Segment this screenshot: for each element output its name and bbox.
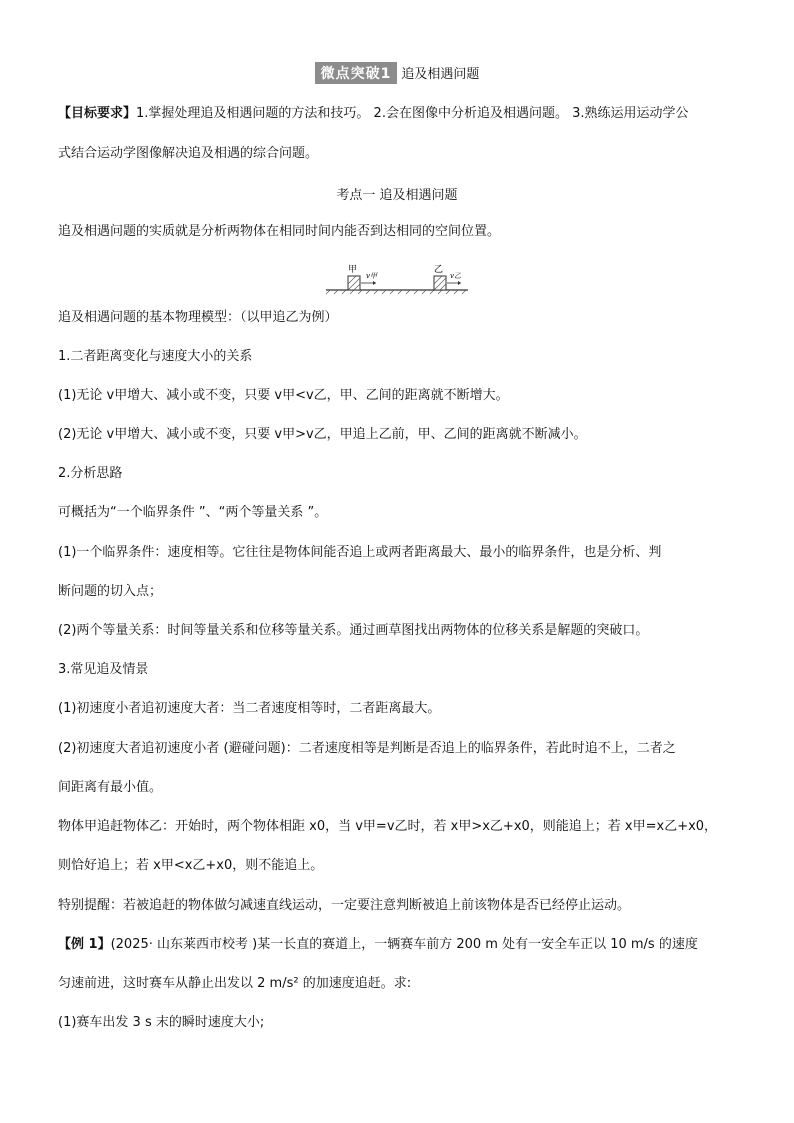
goal-line-1 [58,105,689,123]
s3-p2a: (2)初速度大者追初速度小者 (避碰问题)：二者速度相等是判断是否追上的临界条件，若此时追不上，二者之 [58,741,676,756]
chase-diagram [326,256,476,296]
velocity-a-label: v甲 [366,272,377,280]
s3-p3b: 则恰好追上；若 x甲<x乙+x0，则不能追上。 [58,858,324,873]
example-question-1: (1)赛车出发 3 s 末的瞬时速度大小; [58,1015,265,1030]
s3-p2b: 间距离有最小值。 [58,780,163,795]
s3-p1: (1)初速度小者追初速度大者：当二者速度相等时，二者距离最大。 [58,701,441,716]
example-label: 【例 1】 [58,937,111,952]
special-tip: 特别提醒：若被追赶的物体做匀减速直线运动，一定要注意判断被追上前该物体是否已经停止运动。 [58,898,631,913]
s3-p3a: 物体甲追赶物体乙：开始时，两个物体相距 x0，当 v甲=v乙时，若 x甲>x乙+x0，则能追上；若 x甲=x乙+x0， [58,819,718,834]
example-line-2: 匀速前进，这时赛车从静止出发以 2 m/s² 的加速度追赶。求: [58,976,412,991]
label-b: 乙 [434,265,444,275]
s3-title: 3.常见追及情景 [58,662,149,677]
example-line-1 [58,936,698,954]
s2-summary: 可概括为“一个临界条件 ”、“两个等量关系 ”。 [58,505,328,520]
s2-p2: (2)两个等量关系：时间等量关系和位移等量关系。通过画草图找出两物体的位移关系是解题的突破口。 [58,623,649,638]
s2-p1b: 断问题的切入点； [58,584,163,599]
s1-p1: (1)无论 v甲增大、减小或不变，只要 v甲<v乙，甲、乙间的距离就不断增大。 [58,388,509,403]
label-a: 甲 [348,265,358,275]
section-title: 考点一 追及相遇问题 [336,188,458,203]
page-title: 追及相遇问题 [401,67,480,82]
s1-p2: (2)无论 v甲增大、减小或不变，只要 v甲>v乙，甲追上乙前，甲、乙间的距离就不断减小。 [58,427,587,442]
model-title: 追及相遇问题的基本物理模型：（以甲追乙为例） [58,310,338,325]
goal-text-1: 1.掌握处理追及相遇问题的方法和技巧。 2.会在图像中分析追及相遇问题。 3.熟练运用运动学公 [136,106,689,121]
goal-label: 【目标要求】 [58,106,137,121]
s2-title: 2.分析思路 [58,466,123,481]
s2-p1a: (1)一个临界条件：速度相等。它往往是物体间能否追上或两者距离最大、最小的临界条件，也是分析、判 [58,545,662,560]
page-header [0,62,794,84]
velocity-b-label: v乙 [450,272,461,280]
s1-title: 1.二者距离变化与速度大小的关系 [58,349,253,364]
goal-line-2: 式结合运动学图像解决追及相遇的综合问题。 [58,146,319,161]
intro-paragraph: 追及相遇问题的实质就是分析两物体在相同时间内能否到达相同的空间位置。 [58,224,501,239]
section-badge: 微点突破1 [315,62,398,84]
example-text-1: (2025· 山东莱西市校考 )某一长直的赛道上，一辆赛车前方 200 m 处有一安全车正以 10 m/s 的速度 [110,937,698,952]
